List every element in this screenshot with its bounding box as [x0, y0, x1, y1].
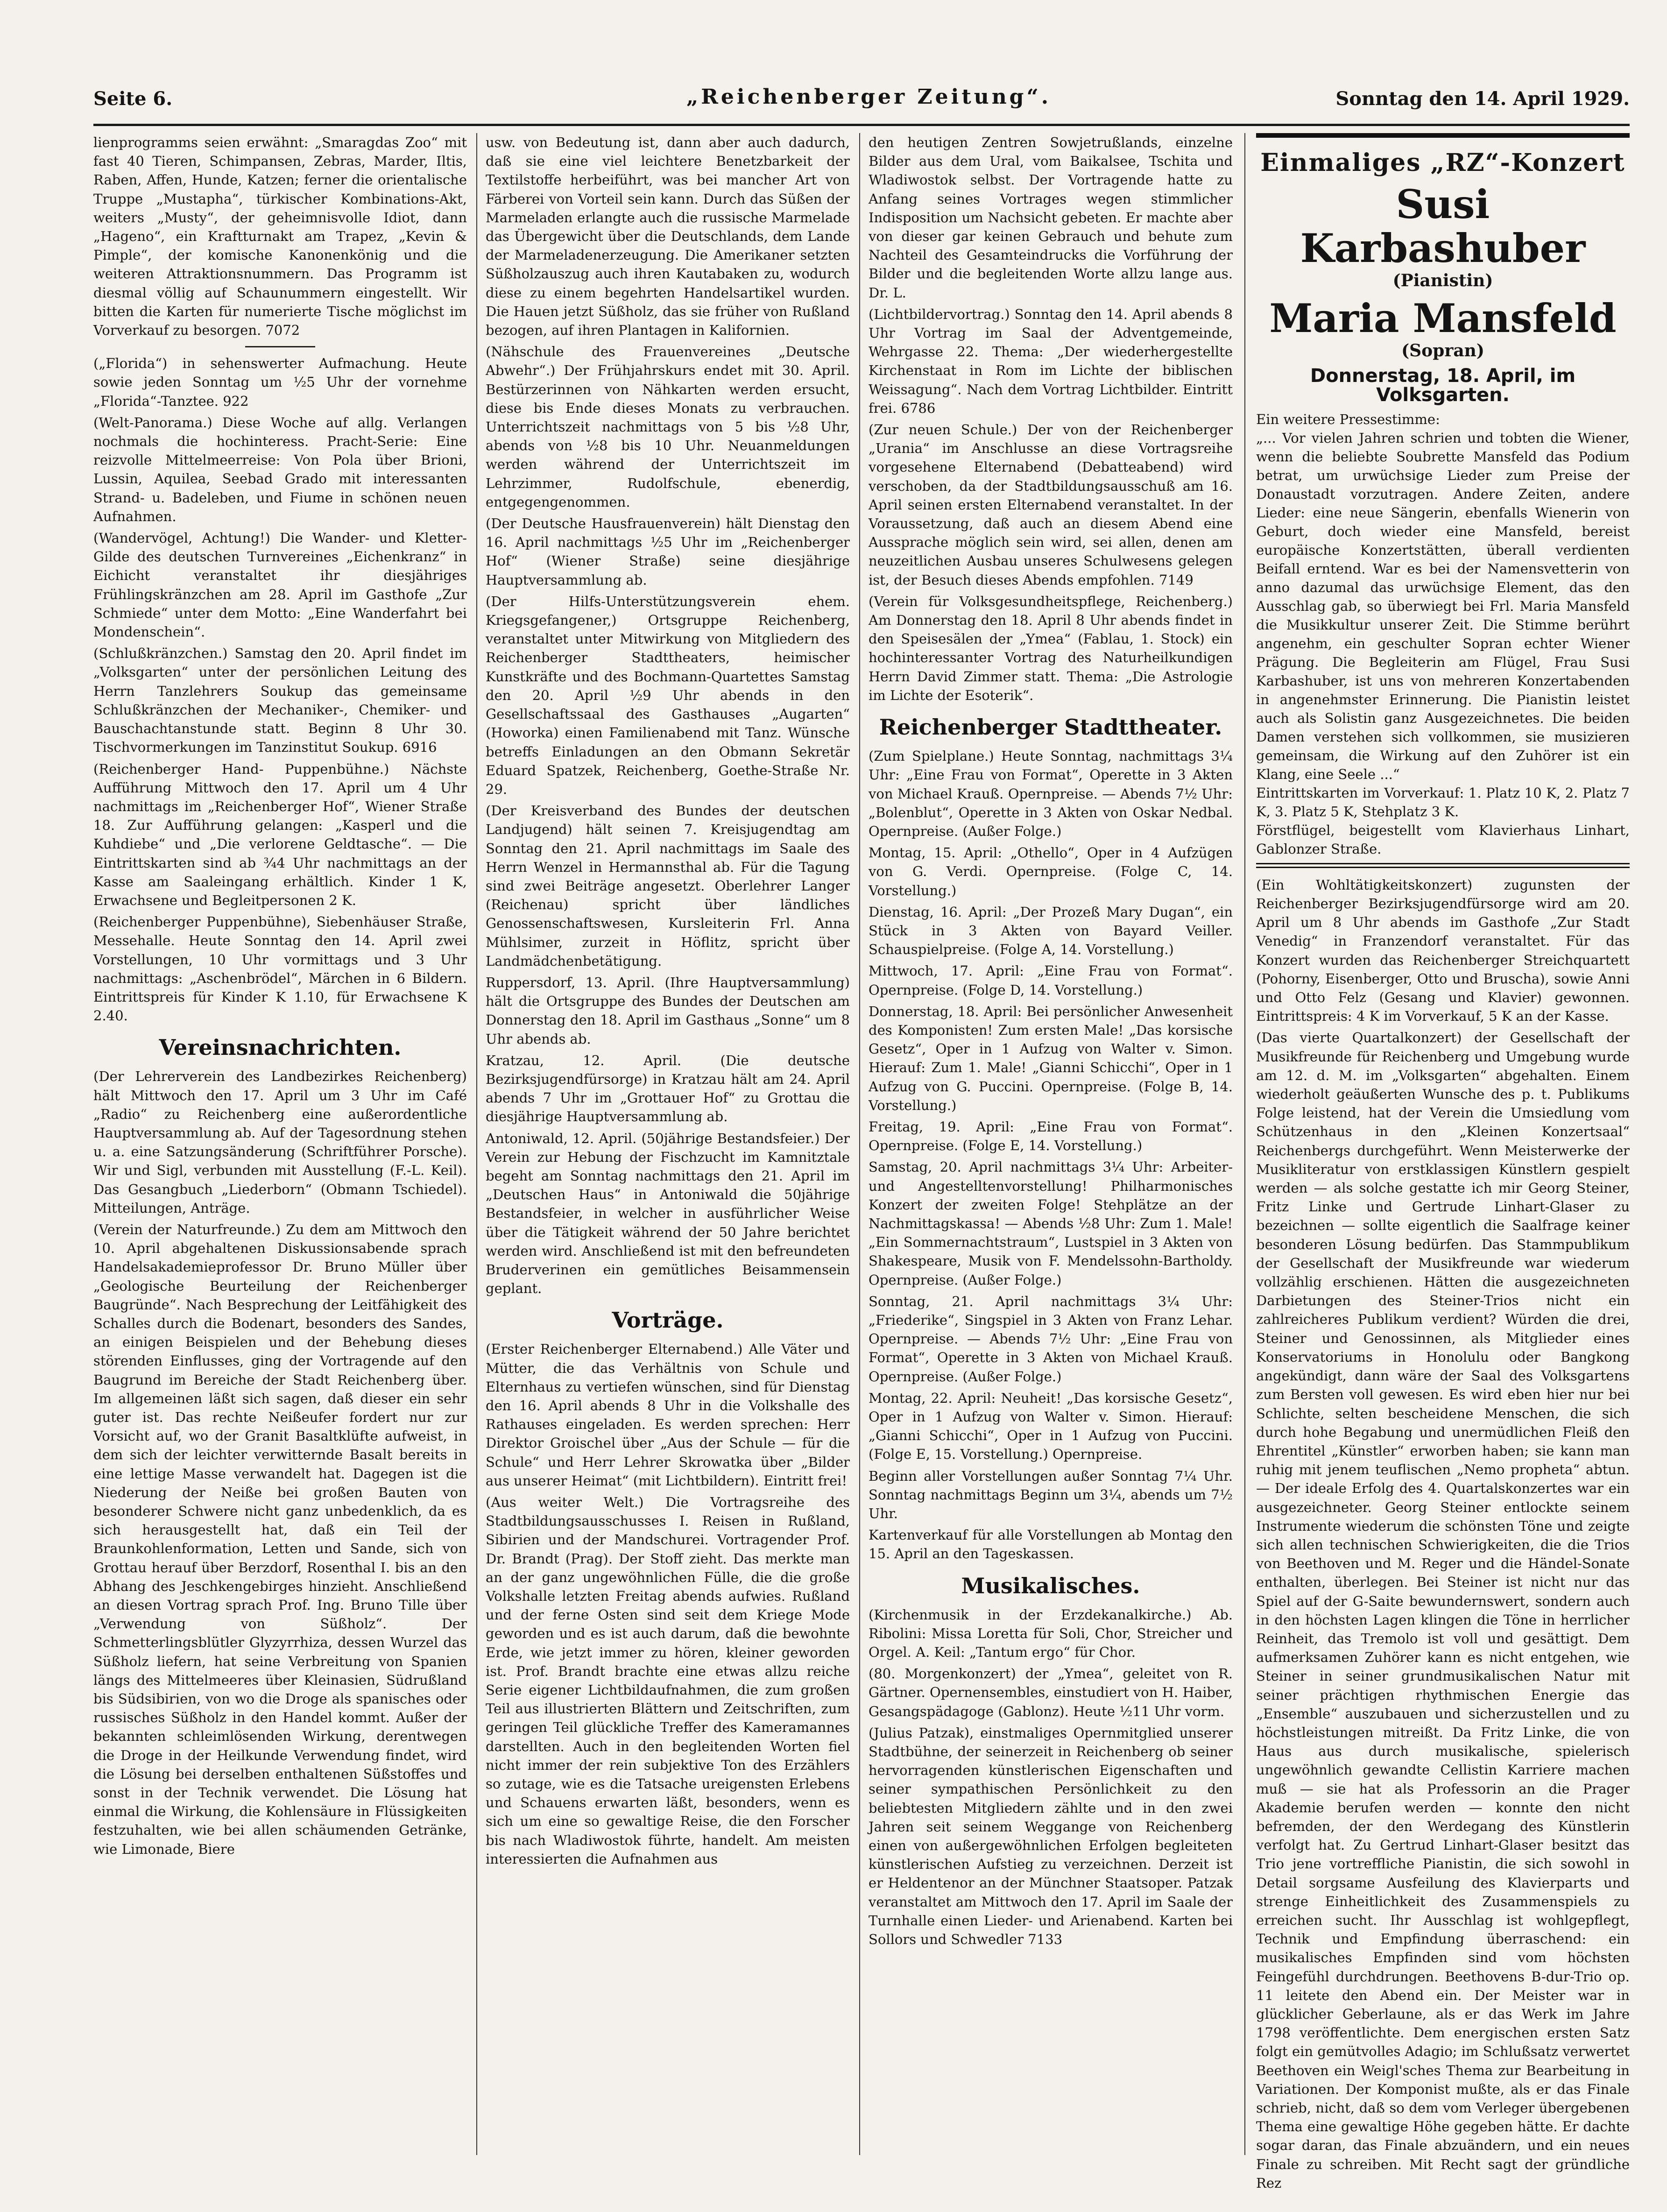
article-paragraph: (80. Morgenkonzert) der „Ymea“, geleitet von R. Gärtner. Opernensembles, einstudiert von H. Haiber, Gesangspädagoge (Gablonz). Heute ½11 Uhr vorm. — [869, 1666, 1233, 1719]
masthead-title: „Reichenberger Zeitung“. — [686, 85, 1052, 109]
column-rule — [859, 133, 860, 2155]
article-paragraph: (Schlußkränzchen.) Samstag den 20. April findet im „Volksgarten“ unter der persönlichen Leitung des Herrn Tanzlehrers Soukup das gemeinsame Schlußkränzchen der Mechaniker-, Chemiker- und Bauschachtanstunde statt. Beginn 8 Uhr 30. Tischvormerkungen im Tanzinstitut Soukup. 6916 — [93, 645, 467, 756]
column-2 — [486, 133, 850, 2160]
press-lead: Ein weitere Pressestimme: — [1256, 411, 1440, 427]
theater-listing: Kartenverkauf für alle Vorstellungen ab Montag den 15. April an den Tageskassen. — [869, 1527, 1233, 1562]
theater-listing: Mittwoch, 17. April: „Eine Frau von Format“. Opernpreise. (Folge D, 14. Vorstellung.) — [869, 963, 1233, 998]
concert-advertisement — [1256, 133, 1630, 858]
column-rule — [476, 133, 477, 2155]
page-number: Seite 6. — [93, 88, 173, 110]
theater-listing: Montag, 15. April: „Othello“, Oper in 4 Aufzügen von G. Verdi. Opernpreise. (Folge C, 14. Vorstellung.) — [869, 845, 1233, 898]
column-1 — [93, 133, 467, 2160]
article-paragraph: (Nähschule des Frauenvereines „Deutsche Abwehr“.) Der Frühjahrskurs endet mit 30. April. Bestürzerinnen von Nähkarten werden ersucht, diese bis Ende dieses Monats zu verbrauchen. Unterrichtszeit nachmittags von 5 bis ½8 Uhr, abends von ½8 bis 10 Uhr. Neuanmeldungen werden während der Unterrichtszeit im Lehrzimmer, Rudolfschule, ebenerdig, entgegengenommen. — [486, 344, 850, 510]
article-paragraph: (Der Lehrerverein des Landbezirkes Reichenberg) hält Mittwoch den 17. April um 3 Uhr im Café „Radio“ zu Reichenberg eine außerordentliche Hauptversammlung ab. Auf der Tagesordnung stehen u. a. eine Satzungsänderung (Schriftführer Porsche). Wir und Sigl, verbunden mit Ausstellung (F.-L. Keil). Das Gesangbuch „Liederborn“ (Obmann Tschiedel). Mitteilungen, Anträge. — [93, 1068, 467, 1216]
section-heading: Reichenberger Stadttheater. — [879, 714, 1222, 740]
column-rule — [1244, 133, 1245, 2155]
press-quote: „... Vor vielen Jahren schrien und tobten die Wiener, wenn die beliebte Soubrette Mansfeld das Podium betrat, um urwüchsige Lieder zum Preise der Donaustadt vorzutragen. Andere Zeiten, andere Lieder: eine neue Sängerin, ebenfalls Wienerin von Geburt, doch wieder eine Mansfeld, bereist europäische Konzertstätten, überall verdienten Beifall erntend. War es bei der Namensvetterin von anno dazumal das urwüchsige Element, das den Ausschlag gab, so überwiegt bei Frl. Maria Mansfeld die Musikkultur unserer Zeit. Die Stimme berührt angenehm, ein geschulter Sopran echter Wiener Prägung. Die Begleiterin am Flügel, Frau Susi Karbashuber, ist uns von mehreren Konzertabenden in angenehmster Erinnerung. Die Pianistin leistet auch als Solistin ganz Ausgezeichnetes. Die beiden Damen verstehen sich vollkommen, sie musizieren gemeinsam, die Wirkung auf den Zuhörer ist ein Klang, eine Seele ...“ — [1256, 430, 1630, 782]
theater-listing: Sonntag, 21. April nachmittags 3¼ Uhr: „Friederike“, Singspiel in 3 Akten von Franz Lehar. Opernpreise. — Abends 7½ Uhr: „Eine Frau von Format“, Operette in 3 Akten von Michael Krauß. Opernpreise. (Außer Folge.) — [869, 1293, 1233, 1385]
theater-listing: Samstag, 20. April nachmittags 3¼ Uhr: Arbeiter- und Angestelltenvorstellung! Philharmonisches Konzert der zweiten Folge! Stehplätze an der Nachmittagskassa! — Abends ½8 Uhr: Zum 1. Male! „Ein Sommernachtstraum“, Lustspiel in 3 Akten von Shakespeare, Musik von F. Mendelssohn-Bartholdy. Opernpreise. (Außer Folge.) — [869, 1159, 1233, 1288]
section-heading: Vereinsnachrichten. — [159, 1035, 402, 1060]
article-paragraph: Ruppersdorf, 13. April. (Ihre Hauptversammlung) hält die Ortsgruppe des Bundes der Deutschen am Donnerstag den 18. April im Gasthaus „Sonne“ um 8 Uhr abends ab. — [486, 974, 850, 1047]
theater-listing: (Zum Spielplane.) Heute Sonntag, nachmittags 3¼ Uhr: „Eine Frau von Format“, Operette in 3 Akten von Michael Krauß. Opernpreise. — Abends 7½ Uhr: „Bolenblut“, Operette in 3 Akten von Oskar Nedbal. Opernpreise. (Außer Folge.) — [869, 748, 1233, 839]
double-rule — [1256, 863, 1630, 868]
ad-title: Einmaliges „RZ“-Konzert — [1260, 148, 1625, 177]
ticket-prices: Eintrittskarten im Vorverkauf: 1. Platz 10 K, 2. Platz 7 K, 3. Platz 5 K, Stehplatz 3 K. — [1256, 784, 1630, 820]
article-paragraph: (Julius Patzak), einstmaliges Opernmitglied unserer Stadtbühne, der seinerzeit in Reichenberg ob seiner hervorragenden künstlerischen Eigenschaften und seiner sympathischen Persönlichkeit zu den beliebtesten Mitgliedern zählte und in den zwei Jahren seit seinem Weggange von Reichenberg einen von außergewöhnlichen Erfolgen begleiteten künstlerischen Aufstieg zu verzeichnen. Derzeit ist er Heldentenor an der Münchner Staatsoper. Patzak veranstaltet am Mittwoch den 17. April im Saale der Turnhalle einen Lieder- und Arienabend. Karten bei Sollors und Schwedler 7133 — [869, 1724, 1233, 1948]
article-paragraph: den heutigen Zentren Sowjetrußlands, einzelne Bilder aus dem Ural, vom Baikalsee, Tschita und Wladiwostok selbst. Der Vortragende hatte zu Anfang seines Vortrages wegen stimmlicher Indisposition um Nachsicht gebeten. Er machte aber von dieser gar keinen Gebrauch und behute zum Nachteil des Gesamteindrucks die Vorführung der Bilder und die begleitenden Worte allzu lange aus. Dr. L. — [869, 134, 1233, 301]
newspaper-page — [93, 79, 1630, 2191]
article-paragraph: (Der Kreisverband des Bundes der deutschen Landjugend) hält seinen 7. Kreisjugendtag am Sonntag den 21. April nachmittags im Saale des Herrn Wenzel in Hermannsthal ab. Für die Tagung sind zwei Beiträge angesetzt. Oberlehrer Langer (Reichenau) spricht über ländliches Genossenschaftswesen, Kursleiterin Frl. Anna Mühlsimer, zurzeit in Höflitz, spricht über Landmädchenbetätigung. — [486, 803, 850, 969]
theater-listing: Beginn aller Vorstellungen außer Sonntag 7¼ Uhr. Sonntag nachmittags Beginn um 3¼, abends um 7½ Uhr. — [869, 1468, 1233, 1522]
article-paragraph: (Zur neuen Schule.) Der von der Reichenberger „Urania“ im Anschlusse an diese Vortragsreihe vorgesehene Elternabend (Debatteabend) wird verschoben, da der Stadtbildungsausschuß am 16. April seinen ersten Elternabend veranstaltet. In der Voraussetzung, daß auch an diesem Abend eine Aussprache möglich sein wird, sei allen, denen am neuzeitlichen Ausbau unseres Schulwesens gelegen ist, der Besuch dieses Abends empfohlen. 7149 — [869, 422, 1233, 588]
page-header — [93, 79, 1630, 126]
issue-date: Sonntag den 14. April 1929. — [1335, 88, 1630, 110]
article-paragraph: (Reichenberger Hand- Puppenbühne.) Nächste Aufführung Mittwoch den 17. April um 4 Uhr nachmittags im „Reichenberger Hof“, Wiener Straße 18. Zur Aufführung gelangen: „Kasperl und die Kuhdiebe“ und „Die verlorene Geldtasche“. — Die Eintrittskarten sind ab ¾4 Uhr nachmittags an der Kasse am Saaleingang erhältlich. Kinder 1 K, Erwachsene und Begleitpersonen 2 K. — [93, 761, 467, 908]
performer-role: (Pianistin) — [1392, 271, 1493, 290]
article-paragraph: (Verein für Volksgesundheitspflege, Reichenberg.) Am Donnerstag den 18. April 8 Uhr abends findet in den Speisesälen der „Ymea“ (Fablau, 1. Stock) ein hochinteressanter Vortrag des Naturheilkundigen Herrn David Zimmer statt. Thema: „Die Astrologie im Lichte der Esoterik“. — [869, 593, 1233, 703]
article-paragraph: (Der Hilfs-Unterstützungsverein ehem. Kriegsgefangener,) Ortsgruppe Reichenberg, veranstaltet unter Mitwirkung von Mitgliedern des Reichenberger Stadttheaters, heimischer Kunstkräfte und des Bochmann-Quartettes Samstag den 20. April ½9 Uhr abends in den Gesellschaftssaal des Gasthauses „Augarten“ (Howorka) einen Familienabend mit Tanz. Wünsche betreffs Einladungen an den Obmann Sekretär Eduard Spatzek, Reichenberg, Goethe-Straße Nr. 29. — [486, 593, 850, 797]
piano-note: Förstflügel, beigestellt vom Klavierhaus Linhart, Gablonzer Straße. — [1256, 822, 1630, 857]
performer-name: Susi Karbashuber — [1300, 181, 1586, 271]
article-paragraph: (Erster Reichenberger Elternabend.) Alle Väter und Mütter, die das Verhältnis von Schule und Elternhaus zu vertiefen wünschen, sind für Dienstag den 16. April abends 8 Uhr in die Volkshalle des Rathauses eingeladen. Es werden sprechen: Herr Direktor Groischel über „Aus der Schule — für die Schule“ und Herr Lehrer Skrowatka über „Bilder aus unserer Heimat“ (mit Lichtbildern). Eintritt frei! — [486, 1341, 850, 1489]
article-paragraph: (Aus weiter Welt.) Die Vortragsreihe des Stadtbildungsausschusses I. Reisen in Rußland, Sibirien und der Mandschurei. Vortragender Prof. Dr. Brandt (Prag). Der Stoff zieht. Das merkte man an der ganz ungewöhnlichen Fülle, die die große Volkshalle letzten Freitag abends aufwies. Rußland und der ferne Osten sind seit dem Kriege Mode geworden und es ist auch darum, daß die bewohnte Erde, wie jetzt immer zu hören, kleiner geworden ist. Prof. Brandt brachte eine etwas allzu reiche Serie eigener Lichtbildaufnahmen, die zum großen Teil aus illustrierten Blättern und Zeitschriften, zum geringen Teil glückliche Treffer des Kameramannes darstellten. Auch in den begleitenden Worten fiel nicht immer der rein subjektive Ton des Erzählers so zutage, wie es die Tatsache ureigensten Erlebens und Schauens erwarten läßt, besonders, wenn es sich um eine so gewaltige Reise, die den Forscher bis nach Wladiwostok führte, handelt. Am meisten interessierten die Aufnahmen aus — [486, 1494, 850, 1867]
article-paragraph: lienprogramms seien erwähnt: „Smaragdas Zoo“ mit fast 40 Tieren, Schimpansen, Zebras, Marder, Iltis, Raben, Affen, Hunde, Katzen; ferner die orientalische Truppe „Mustapha“, türkischer Kombinations-Akt, weiters „Musty“, der geheimnisvolle Idiot, dann „Hageno“, ein Kraftturnakt am Trapez, „Kevin & Pimple“, der komische Kanonenkönig und die weiteren Attraktionsnummern. Das Programm ist diesmal völlig auf Schaunummern eingestellt. Wir bitten die Karten für numerierte Tische möglichst im Vorverkauf zu besorgen. 7072 — [93, 134, 467, 339]
separator — [245, 346, 315, 347]
concert-date: Donnerstag, 18. April, im Volksgarten. — [1310, 365, 1576, 406]
article-paragraph: (Reichenberger Puppenbühne), Siebenhäuser Straße, Messehalle. Heute Sonntag den 14. April zwei Vorstellungen, 10 Uhr vormittags und 3 Uhr nachmittags: „Aschenbrödel“, Märchen in 6 Bildern. Eintrittspreis für Kinder K 1.10, für Erwachsene K 2.40. — [93, 914, 467, 1024]
article-paragraph: (Welt-Panorama.) Diese Woche auf allg. Verlangen nochmals die hochinteress. Pracht-Serie: Eine reizvolle Mittelmeerreise: Von Pola über Brioni, Lussin, Aquilea, Seebad Grado mit interessanten Strand- u. Badeleben, und Fiume in schönen neuen Aufnahmen. — [93, 414, 467, 524]
article-paragraph: (Der Deutsche Hausfrauenverein) hält Dienstag den 16. April nachmittags ½5 Uhr im „Reichenberger Hof“ (Wiener Straße) seine diesjährige Hauptversammlung ab. — [486, 516, 850, 588]
section-heading: Vorträge. — [612, 1307, 724, 1333]
article-paragraph: (Das vierte Quartalkonzert) der Gesellschaft der Musikfreunde für Reichenberg und Umgebung wurde am 12. d. M. im „Volksgarten“ abgehalten. Einem wiederholt geäußerten Wunsche des p. t. Publikums Folge leistend, hat der Verein die Umsiedlung vom Schützenhaus in den „Kleinen Konzertsaal“ Reichenbergs durchgeführt. Wenn Meisterwerke der Musikliteratur von erstklassigen Künstlern gespielt werden — als solche gestatte ich mir Georg Steiner, Fritz Linke und Gertrude Linhart-Glaser zu bezeichnen — sollte eigentlich die Saalfrage keiner besonderen Lösung bedürfen. Das Stammpublikum der Gesellschaft der Musikfreunde war wiederum vollzählig erschienen. Hätten die ausgezeichneten Darbietungen des Steiner-Trios nicht ein zahlreicheres Publikum verdient? Würden die drei, Steiner und Genossinnen, als Mitglieder eines Konservatoriums in Honolulu oder Bangkong angekündigt, dann wäre der Saal des Volksgartens zum Bersten voll gewesen. Es wird eben hier nur bei Schlichte, selten bescheidene Menschen, die sich durch hohe Begabung und unermüdlichen Fleiß den Ehrentitel „Künstler“ erworben haben; sie kann man ruhig mit jenem teuflischen „Nemo propheta“ abtun. — Der ideale Erfolg des 4. Quartalskonzertes war ein ausgezeichneter. Georg Steiner entlockte seinem Instrumente wiederum die schönsten Töne und zeigte sich allen technischen Schwierigkeiten, die die Trios von Beethoven und M. Reger und die Händel-Sonate enthalten, überlegen. Bei Steiner ist nicht nur das Spiel auf der G-Saite bewundernswert, sondern auch in den höchsten Lagen klingen die Töne in herrlicher Reinheit, das Tremolo ist voll und gesättigt. Dem aufmerksamen Zuhörer kann es nicht entgehen, wie Steiner in seiner grundmusikalischen Natur mit seiner prächtigen rhythmischen Energie das „Ensemble“ auszubauen und sicherzustellen und zu höchstleistungen mitreißt. Da Fritz Linke, die von Haus aus durch musikalische, spielerisch ungewöhnlich gewandte Cellistin Karriere machen muß — sie hat als Professorin an die Prager Akademie berufen werden — konnte den nicht befremden, der den Werdegang des Künstlerin verfolgt hat. Zu Gertrud Linhart-Glaser besitzt das Trio jene vortreffliche Pianistin, die sich sowohl in Detail sorgsame Ausfeilung des Klavierparts und strenge Einheitlichkeit des Zusammenspiels zu erreichen sucht. Ihr Ausschlag ist wohlgepflegt, Technik und Empfindung überraschend: ein musikalisches Empfinden sind vom höchsten Feingefühl durchdrungen. Beethovens B-dur-Trio op. 11 leitete den Abend ein. Der Meister war in glücklicher Geberlaune, als er das Werk im Jahre 1798 veröffentlichte. Dem energischen ersten Satz folgt ein gemütvolles Adagio; im Schlußsatz verwertet Beethoven ein Weigl'sches Thema zur Bearbeitung in Variationen. Der Komponist mußte, als er das Finale schrieb, nicht, daß so dem vom Verleger übergebenen Thema eine gewaltige Höhe gegeben hätte. Er dachte sogar daran, das Finale abzuändern, und ein neues Finale zu schreiben. Mit Recht sagt der gründliche Rez — [1256, 1030, 1630, 2191]
theater-listing: Freitag, 19. April: „Eine Frau von Format“. Opernpreise. (Folge E, 14. Vorstellung.) — [869, 1118, 1233, 1154]
performer-name: Maria Mansfeld — [1269, 295, 1617, 342]
article-paragraph: (Lichtbildervortrag.) Sonntag den 14. April abends 8 Uhr Vortrag im Saal der Adventgemeinde, Wehrgasse 22. Thema: „Der wiederhergestellte Kirchenstaat in Rom im Lichte der biblischen Weissagung“. Nach dem Vortrag Lichtbilder. Eintritt frei. 6786 — [869, 306, 1233, 416]
column-3 — [869, 133, 1233, 2160]
ad-top-bar — [1256, 133, 1630, 138]
article-paragraph: (Ein Wohltätigkeitskonzert) zugunsten der Reichenberger Bezirksjugendfürsorge wird am 20. April um 8 Uhr abends im Gasthofe „Zur Stadt Venedig“ in Franzendorf veranstaltet. Für das Konzert wurden das Reichenberger Streichquartett (Pohorny, Eisenberger, Otto und Bruscha), sowie Anni und Otto Felz (Gesang und Klavier) gewonnen. Eintrittspreis: 4 K im Vorverkauf, 5 K an der Kasse. — [1256, 876, 1630, 1025]
article-paragraph: (Wandervögel, Achtung!) Die Wander- und Kletter-Gilde des deutschen Turnvereines „Eichenkranz“ in Eichicht veranstaltet ihr diesjähriges Frühlingskränzchen am 28. April im Gasthofe „Zur Schmiede“ unter dem Motto: „Eine Wanderfahrt bei Mondenschein“. — [93, 530, 467, 640]
column-4 — [1256, 133, 1630, 2191]
theater-listing: Donnerstag, 18. April: Bei persönlicher Anwesenheit des Komponisten! Zum ersten Male! „Das korsische Gesetz“, Oper in 1 Aufzug von Walter v. Simon. Hierauf: Zum 1. Male! „Gianni Schicchi“, Oper in 1 Aufzug von G. Puccini. Opernpreise. (Folge B, 14. Vorstellung.) — [869, 1003, 1233, 1113]
article-paragraph: usw. von Bedeutung ist, dann aber auch dadurch, daß sie eine viel leichtere Benetzbarkeit der Textilstoffe herbeiführt, was bei mancher Art von Färberei von Vorteil sein kann. Durch das Süßen der Marmeladen erlangte auch die russische Marmelade das Übergewicht über die Deutschlands, dem Lande der Marmeladenerzeugung. Die Amerikaner setzten Süßholzauszug auch ihren Kautabaken zu, wodurch diese zu einem begehrten Handelsartikel wurden. Die Hauen jetzt Süßholz, das sie früher von Rußland bezogen, auf ihren Plantagen in Kalifornien. — [486, 134, 850, 339]
theater-listing: Montag, 22. April: Neuheit! „Das korsische Gesetz“, Oper in 1 Aufzug von Walter v. Simon. Hierauf: „Gianni Schicchi“, Oper in 1 Aufzug von Puccini. (Folge E, 15. Vorstellung.) Opernpreise. — [869, 1390, 1233, 1463]
section-heading: Musikalisches. — [961, 1573, 1140, 1598]
article-paragraph: Antoniwald, 12. April. (50jährige Bestandsfeier.) Der Verein zur Hebung der Fischzucht im Kamnitztale begeht am Sonntag nachmittags den 21. April im „Deutschen Haus“ in Antoniwald die 50jährige Bestandsfeier, in welcher in ausführlicher Weise über die Tätigkeit während der 50 Jahre berichtet werden wird. Anschließend ist mit den befreundeten Bruderverinen ein gemütliches Beisammensein geplant. — [486, 1130, 850, 1297]
article-paragraph: Kratzau, 12. April. (Die deutsche Bezirksjugendfürsorge) in Kratzau hält am 24. April abends 7 Uhr im „Grottauer Hof“ zu Grottau die diesjährige Hauptversammlung ab. — [486, 1052, 850, 1125]
article-paragraph: („Florida“) in sehenswerter Aufmachung. Heute sowie jeden Sonntag um ½5 Uhr der vornehme „Florida“-Tanztee. 922 — [93, 355, 467, 409]
article-paragraph: (Verein der Naturfreunde.) Zu dem am Mittwoch den 10. April abgehaltenen Diskussionsabende sprach Handelsakademieprofessor Dr. Bruno Müller über „Geologische Beurteilung der Reichenberger Baugründe“. Nach Besprechung der Leitfähigkeit des Schalles durch die Bodenart, besonders des Sandes, an einigen Beispielen und der Behebung dieses störenden Einflusses, ging der Vortragende auf den Baugrund im Bereiche der Stadt Reichenberg über. Im allgemeinen läßt sich sagen, daß dieser ein sehr guter ist. Das rechte Neißeufer fordert nur zur Vorsicht auf, wo der Granit Basaltklüfte aufweist, in dem sich der leichter verwitternde Basalt bereits in eine lettige Masse verwandelt hat. Dagegen ist die Niederung der Neiße bei großen Bauten von besonderer Schwere nicht ganz unbedenklich, da es sich herausgestellt hat, daß ein Teil der Braunkohlenformation, Letten und Sande, sich von Grottau herauf über Berzdorf, Rosenthal I. bis an den Abhang des Jeschkengebirges hinzieht. Anschließend an diesen Vortrag sprach Prof. Ing. Bruno Tille über „Verwendung von Süßholz“. Der Schmetterlingsblütler Glyzyrrhiza, dessen Wurzel das Süßholz liefern, hat seine Verbreitung von Spanien längs des Mittelmeeres über Kleinasien, Südrußland bis Südsibirien, von wo die Droge als spanisches oder russisches Süßholz in den Handel kommt. Außer der bekannten schleimlösenden Wirkung, derentwegen die Droge in der Heilkunde Verwendung findet, wird die Lösung bei derselben enthaltenen Süßstoffes und sonst in der Technik verwendet. Die Lösung hat einmal die Wirkung, die Kohlensäure in Flüssigkeiten festzuhalten, wie bei allen schäumenden Getränke, wie Limonade, Biere — [93, 1221, 467, 1857]
article-paragraph: (Kirchenmusik in der Erzdekanalkirche.) Ab. Ribolini: Missa Loretta für Soli, Chor, Streicher und Orgel. A. Keil: „Tantum ergo“ für Chor. — [869, 1606, 1233, 1661]
performer-role: (Sopran) — [1401, 341, 1484, 361]
theater-listing: Dienstag, 16. April: „Der Prozeß Mary Dugan“, ein Stück in 3 Akten von Bayard Veiller. Schauspielpreise. (Folge A, 14. Vorstellung.) — [869, 904, 1233, 958]
